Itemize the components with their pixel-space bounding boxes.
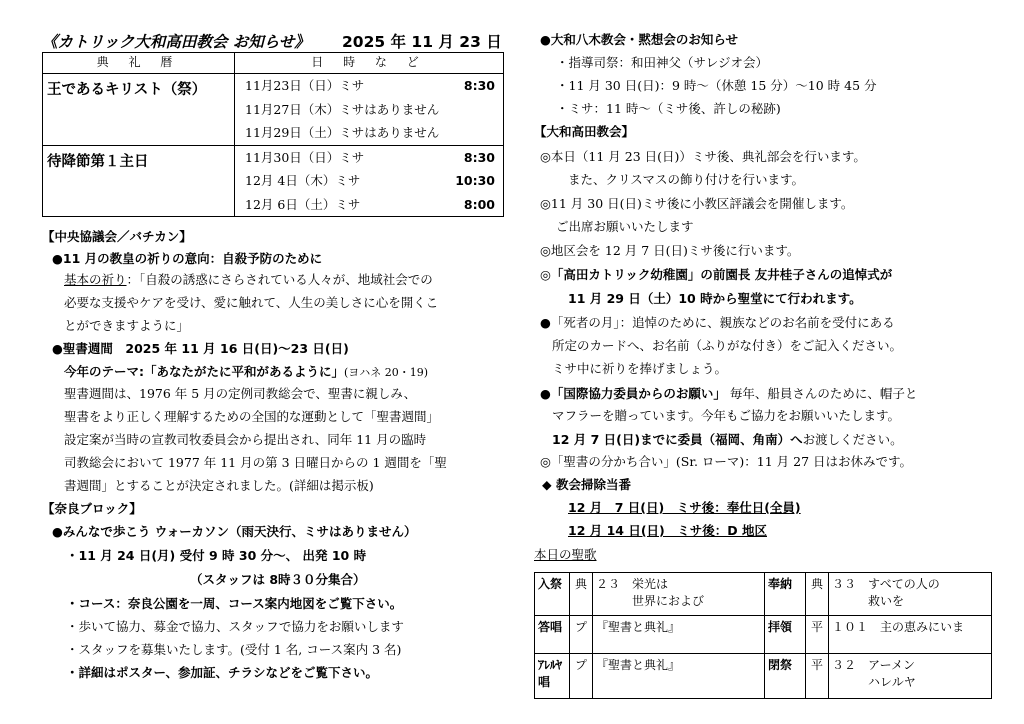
hymn-title: ３２ アーメン ハレルヤ bbox=[829, 654, 992, 699]
hymn-row bbox=[535, 616, 992, 654]
bible-week-title: ●聖書週間 2025 年 11 月 16 日(日)～23 日(日) bbox=[52, 341, 349, 356]
hymn-label: ｱﾚﾙﾔ唱 bbox=[535, 654, 570, 699]
walkathon-title: ●みんなで歩こう ウォーカソン（雨天決行、ミサはありません） bbox=[52, 524, 417, 539]
hymn-title: 『聖書と典礼』 bbox=[593, 616, 765, 654]
intl-cooperation-3: 12 月 7 日(日)までに委員（福岡、角南）へお渡しください。 bbox=[552, 432, 903, 447]
liturgy-col-calendar: 典 礼 暦 bbox=[43, 53, 235, 74]
hymn-book: プ bbox=[570, 616, 593, 654]
prayer-line: とができますように」 bbox=[64, 318, 190, 333]
yagi-line: ・指導司祭：和田神父（サレジオ会） bbox=[556, 55, 768, 70]
liturgy-row bbox=[43, 145, 504, 217]
bible-week-text: 司教総会において 1977 年 11 月の第 3 日曜日からの 1 週間を「聖 bbox=[64, 455, 447, 470]
walkathon-cooperate: ・歩いて協力、募金で協力、スタッフで協力をお願いします bbox=[66, 619, 404, 634]
walkathon-course: ・コース：奈良公園を一周、コース案内地図をご覧下さい。 bbox=[66, 596, 403, 611]
hymn-heading: 本日の聖歌 bbox=[534, 547, 597, 562]
hymn-book: 典 bbox=[570, 573, 593, 616]
cleaning-duty: 12 月 7 日(日) ミサ後：奉仕日(全員) bbox=[568, 500, 801, 515]
takada-memorial-2: 11 月 29 日（土）10 時から聖堂にて行われます。 bbox=[568, 291, 862, 306]
bible-week-theme: 今年のテーマ:「あなたがたに平和があるように」(ヨハネ 20・19) bbox=[64, 364, 429, 379]
prayer-line: 基本の祈り：「自殺の誘惑にさらされている人々が、地域社会での bbox=[64, 272, 433, 287]
takada-district: ◎地区会を 12 月 7 日(日)ミサ後に行います。 bbox=[540, 243, 800, 258]
bible-week-text: 聖書週間は、1976 年 5 月の定例司教総会で、聖書に親しみ、 bbox=[64, 386, 417, 401]
intl-cooperation-2: マフラーを贈っています。今年もご協力をお願いいたします。 bbox=[552, 408, 901, 423]
bible-week-text: 設定案が当時の宣教司牧委員会から提出され、同年 11 月の臨時 bbox=[64, 432, 427, 447]
mass-slot: 11月29日（土）ミサはありません bbox=[245, 125, 440, 140]
walkathon-detail: ・詳細はポスター、参加証、チラシなどをご覧下さい。 bbox=[66, 665, 379, 680]
liturgy-table bbox=[42, 52, 504, 217]
hymn-book: 平 bbox=[806, 616, 829, 654]
hymn-book: 典 bbox=[806, 573, 829, 616]
feast-name: 王であるキリスト（祭） bbox=[43, 74, 235, 146]
hymn-label: 入祭 bbox=[535, 573, 570, 616]
bible-week-text: 書週間」とすることが決定されました。(詳細は掲示板) bbox=[64, 478, 374, 493]
nara-heading: 【奈良ブロック】 bbox=[42, 501, 142, 516]
hymn-title: １０１ 主の恵みにいま bbox=[829, 616, 992, 654]
cleaning-duty: 12 月 14 日(日) ミサ後：D 地区 bbox=[568, 523, 767, 538]
takada-today: ◎本日（11 月 23 日(日)）ミサ後、典礼部会を行います。 bbox=[540, 149, 866, 164]
hymn-label: 拝領 bbox=[765, 616, 806, 654]
yagi-line: ・11 月 30 日(日)：9 時～（休憩 15 分）～10 時 45 分 bbox=[556, 78, 877, 93]
walkathon-date: ・11 月 24 日(月) 受付 9 時 30 分～、 出発 10 時 bbox=[66, 548, 367, 563]
hymn-label: 答唱 bbox=[535, 616, 570, 654]
bulletin-date: 2025 年 11 月 23 日 bbox=[342, 33, 502, 51]
bulletin-title: 《カトリック大和高田教会 お知らせ》 bbox=[42, 33, 310, 51]
walkathon-staff-time: （スタッフは 8時３０分集合） bbox=[190, 572, 366, 587]
mass-slot: 11月27日（木）ミサはありません bbox=[245, 101, 440, 117]
takada-memorial: ◎「高田カトリック幼稚園」の前園長 友井桂子さんの追悼式が bbox=[540, 267, 893, 282]
dead-month: ●「死者の月」：追悼のために、親族などのお名前を受付にある bbox=[540, 315, 895, 330]
liturgy-row bbox=[43, 74, 504, 146]
hymn-label: 奉納 bbox=[765, 573, 806, 616]
central-heading: 【中央協議会／バチカン】 bbox=[42, 229, 192, 244]
dead-month-2: 所定のカードへ、お名前（ふりがな付き）をご記入ください。 bbox=[552, 338, 903, 353]
hymn-book: 平 bbox=[806, 654, 829, 699]
mass-slot: 11月30日（日）ミサ 8:30 bbox=[245, 149, 495, 165]
hymn-title: ３３ すべての人の 救いを bbox=[829, 573, 992, 616]
mass-slot: 12月 6日（土）ミサ 8:00 bbox=[245, 196, 495, 212]
hymn-title: 『聖書と典礼』 bbox=[593, 654, 765, 699]
hymn-book: プ bbox=[570, 654, 593, 699]
prayer-line: 必要な支援やケアを受け、愛に触れて、人生の美しさに心を開くこ bbox=[64, 295, 439, 310]
hymn-label: 閉祭 bbox=[765, 654, 806, 699]
dead-month-3: ミサ中に祈りを捧げましょう。 bbox=[552, 361, 728, 376]
walkathon-recruit: ・スタッフを募集いたします。(受付 1 名, コース案内 3 名) bbox=[66, 642, 402, 657]
cleaning-title: ◆ 教会掃除当番 bbox=[542, 477, 631, 492]
yagi-title: ●大和八木教会・黙想会のお知らせ bbox=[540, 32, 739, 47]
prayer-title: ●11 月の教皇の祈りの意向：自殺予防のために bbox=[52, 251, 323, 266]
hymn-row bbox=[535, 573, 992, 616]
takada-council: ◎11 月 30 日(日)ミサ後に小教区評議会を開催します。 bbox=[540, 196, 854, 211]
intl-cooperation: ●「国際協力委員からのお願い」 毎年、船員さんのために、帽子と bbox=[540, 386, 918, 401]
takada-council-2: ご出席お願いいたします bbox=[556, 219, 694, 234]
hymn-table bbox=[534, 572, 992, 699]
bible-week-text: 聖書をより正しく理解するための全国的な運動として「聖書週間」 bbox=[64, 409, 440, 424]
mass-slot: 11月23日（日）ミサ 8:30 bbox=[245, 78, 495, 93]
hymn-row bbox=[535, 654, 992, 699]
takada-heading: 【大和高田教会】 bbox=[534, 124, 635, 139]
takada-today-2: また、クリスマスの飾り付けを行います。 bbox=[568, 172, 805, 187]
yagi-line: ・ミサ：11 時～（ミサ後、許しの秘跡) bbox=[556, 101, 781, 116]
bible-sharing: ◎「聖書の分かち合い」(Sr. ローマ)：11 月 27 日はお休みです。 bbox=[540, 454, 913, 469]
feast-name: 待降節第１主日 bbox=[43, 145, 235, 217]
hymn-title: ２３ 栄光は 世界におよび bbox=[593, 573, 765, 616]
mass-slot: 12月 4日（木）ミサ 10:30 bbox=[245, 173, 495, 188]
liturgy-col-datetime: 日 時 な ど bbox=[235, 53, 504, 74]
